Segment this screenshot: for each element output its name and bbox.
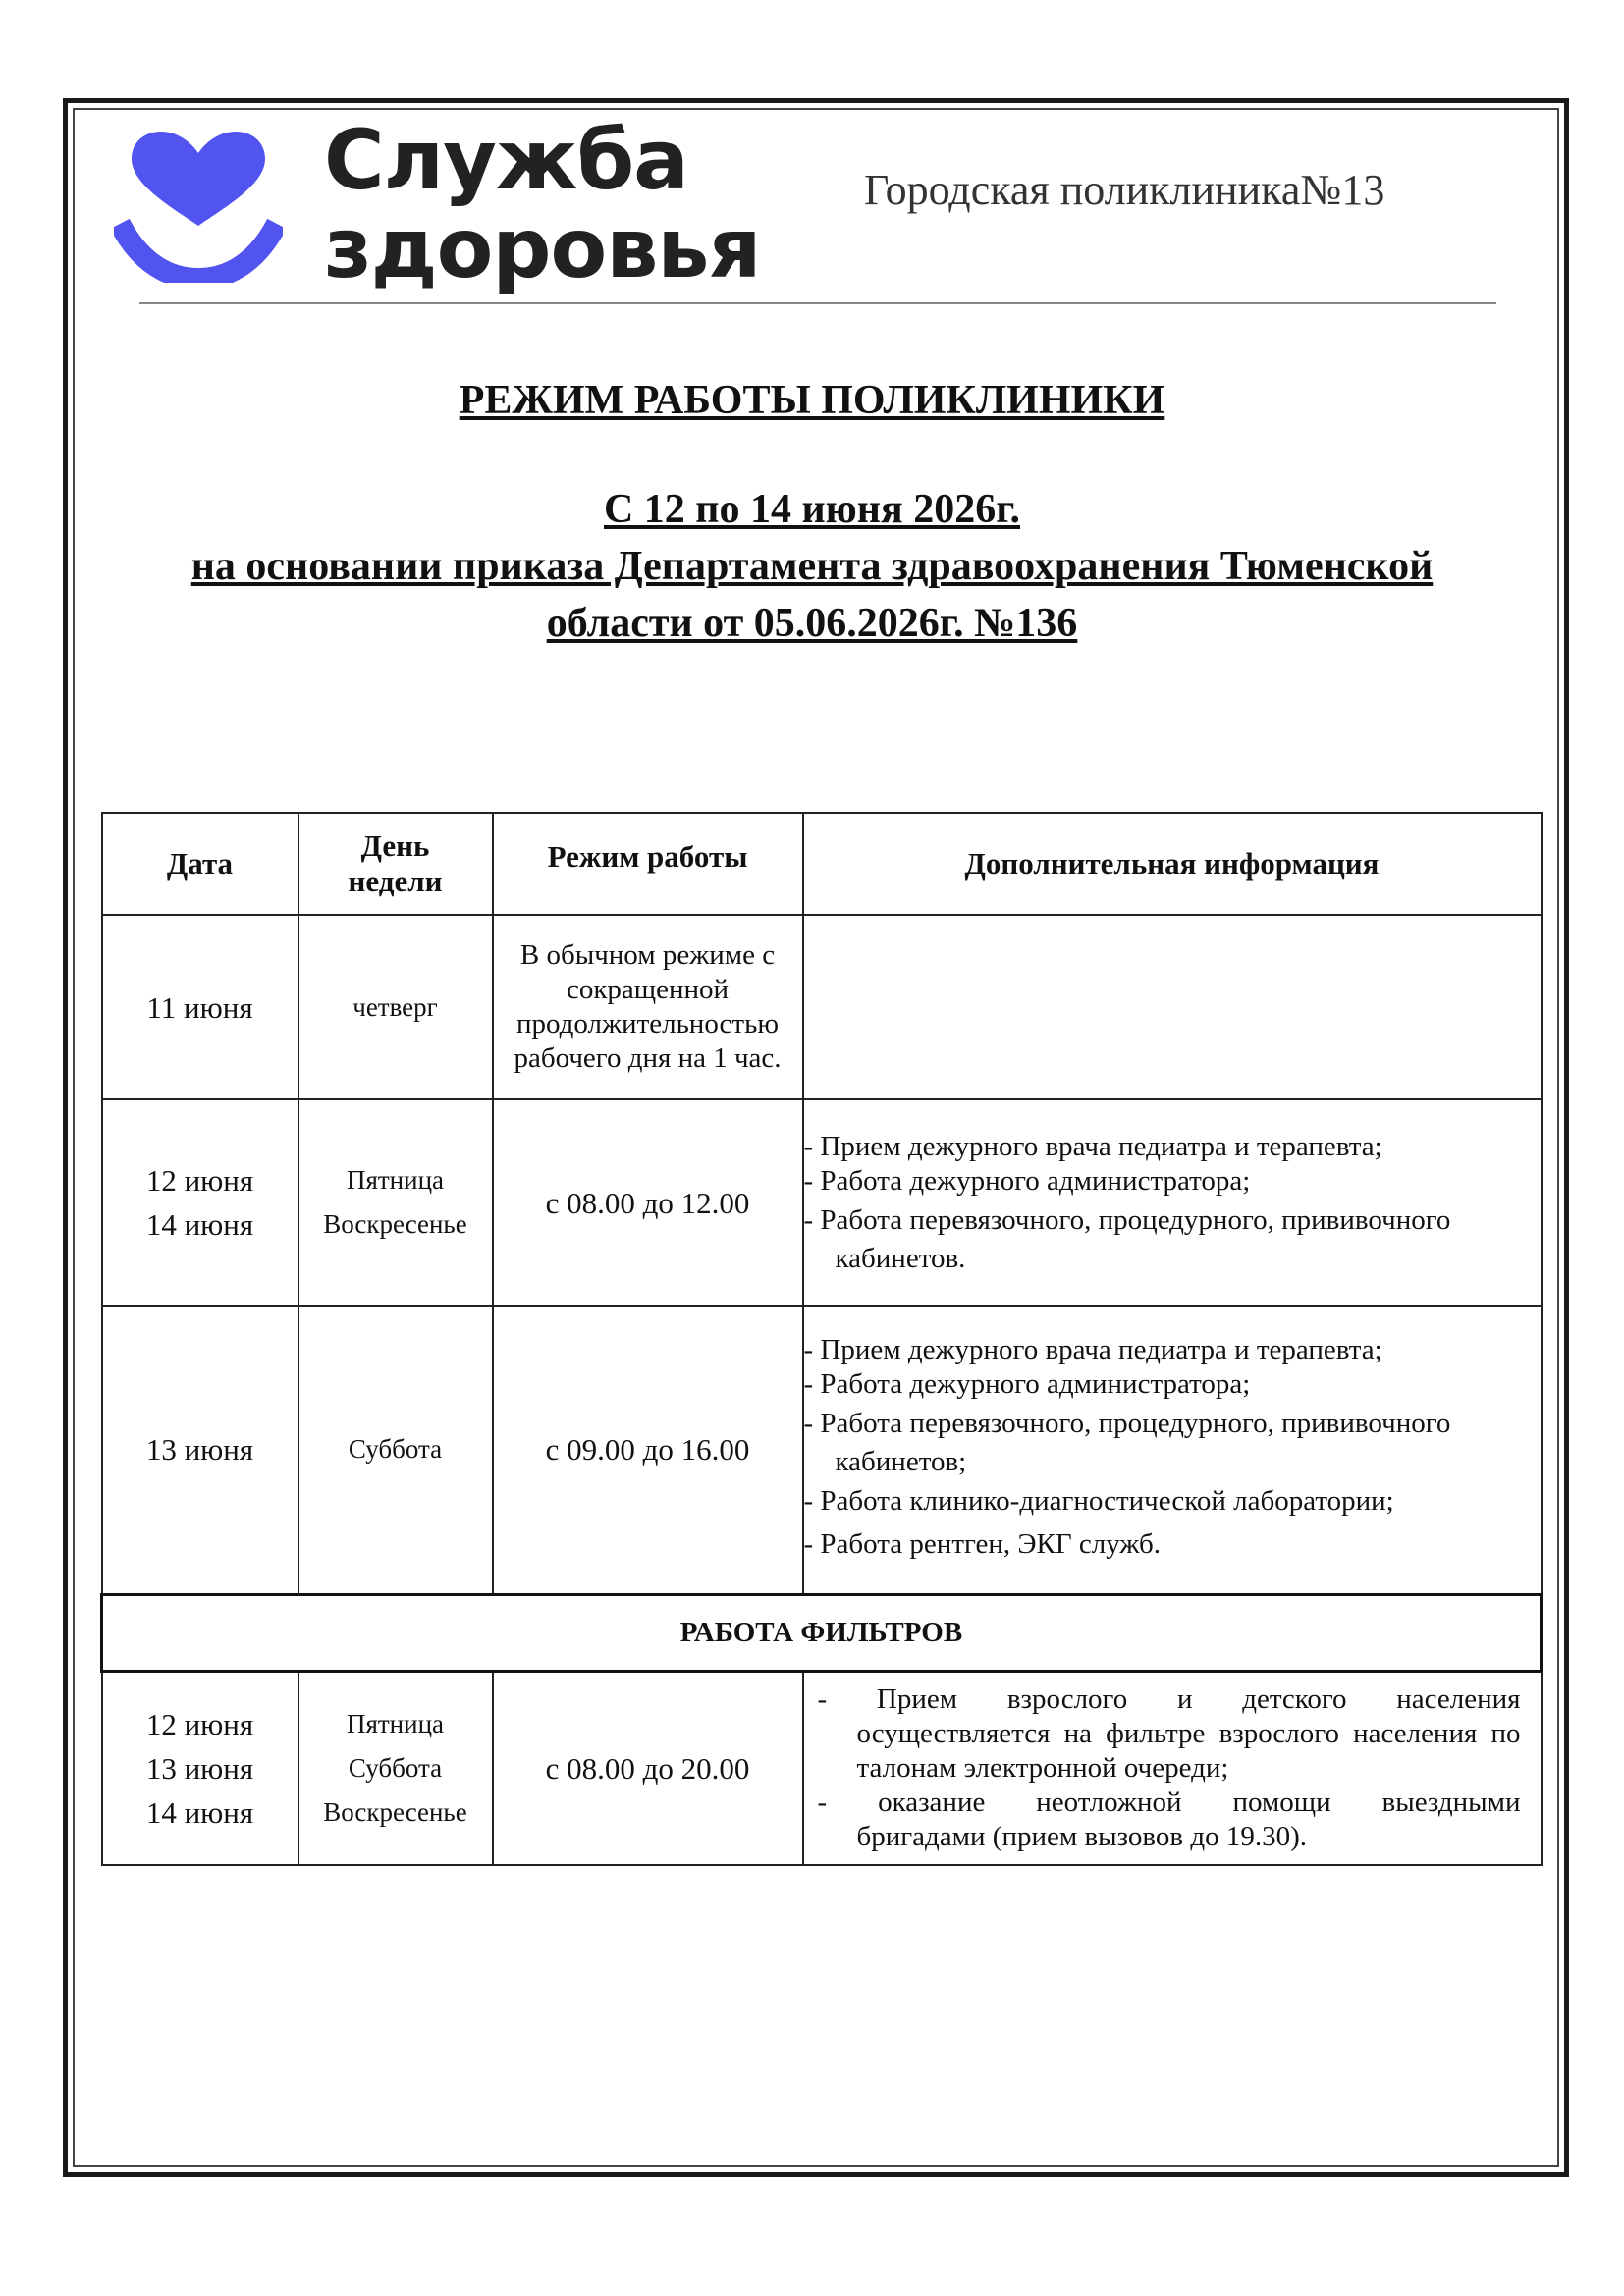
- info-line: кабинетов;: [835, 1446, 967, 1478]
- info-line: - оказание неотложной помощи выездными: [817, 1786, 1521, 1818]
- subtitle-line-2: на основании приказа Департамента здравоохранения Тюменской: [190, 544, 1434, 589]
- header-day-line-2: недели: [348, 864, 443, 898]
- day-value: Суббота: [348, 1434, 443, 1465]
- day-value: Воскресенье: [323, 1796, 467, 1827]
- day-value: Пятница: [346, 1165, 445, 1195]
- date-value: 13 июня: [145, 1750, 254, 1786]
- info-line: - Работа рентген, ЭКГ служб.: [803, 1528, 1162, 1561]
- mode-cell: с 08.00 до 12.00: [493, 1099, 803, 1306]
- day-cell: [298, 1306, 493, 1594]
- info-line: - Работа перевязочного, процедурного, прививочного: [803, 1408, 1451, 1440]
- info-line: - Работа дежурного администратора;: [803, 1164, 1251, 1197]
- date-value: 12 июня: [145, 1706, 254, 1741]
- day-value: Воскресенье: [323, 1209, 467, 1239]
- mode-cell: с 08.00 до 20.00: [493, 1671, 803, 1865]
- info-line: - Прием взрослого и детского населения: [817, 1682, 1521, 1715]
- info-line: - Работа дежурного администратора;: [803, 1368, 1251, 1401]
- date-cell: [102, 915, 298, 1099]
- info-line: талонам электронной очереди;: [856, 1751, 1229, 1784]
- info-cell: [803, 1671, 1542, 1865]
- table-row: [102, 915, 1542, 1099]
- info-line: - Работа клинико-диагностической лаборатории;: [803, 1485, 1394, 1518]
- table-row: [102, 1306, 1542, 1594]
- header-day-line-1: День: [360, 828, 430, 863]
- header-day: [298, 813, 493, 915]
- brand-line-2: здоровья: [324, 200, 761, 296]
- day-cell: [298, 915, 493, 1099]
- filters-heading-row: [102, 1594, 1542, 1671]
- header-divider: [139, 302, 1496, 304]
- mode-cell: с 09.00 до 16.00: [493, 1306, 803, 1594]
- date-cell: [102, 1306, 298, 1594]
- page-title: РЕЖИМ РАБОТЫ ПОЛИКЛИНИКИ: [459, 378, 1165, 423]
- table-row: [102, 1671, 1542, 1865]
- schedule-table: [100, 812, 1543, 1866]
- day-cell: [298, 1099, 493, 1306]
- subtitle-line-1: С 12 по 14 июня 2026г.: [603, 487, 1021, 532]
- header-mode: Режим работы: [493, 813, 803, 915]
- date-value: 14 июня: [145, 1794, 254, 1830]
- day-cell: [298, 1671, 493, 1865]
- info-cell: [803, 915, 1542, 1099]
- date-cell: [102, 1671, 298, 1865]
- info-cell: [803, 1306, 1542, 1594]
- day-value: Пятница: [346, 1708, 445, 1738]
- day-value: четверг: [352, 991, 438, 1022]
- header-date: Дата: [102, 813, 298, 915]
- date-value: 14 июня: [145, 1207, 254, 1242]
- table-header-row: [102, 813, 1542, 915]
- info-cell: [803, 1099, 1542, 1306]
- clinic-name: Городская поликлиника№13: [864, 166, 1385, 214]
- filters-heading: РАБОТА ФИЛЬТРОВ: [102, 1594, 1542, 1671]
- heart-smile-logo-icon: [114, 126, 283, 283]
- table-row: [102, 1099, 1542, 1306]
- info-line: осуществляется на фильтре взрослого населения по: [856, 1717, 1521, 1749]
- mode-line: В обычном режиме с: [519, 939, 776, 971]
- info-line: бригадами (прием вызовов до 19.30).: [856, 1820, 1308, 1852]
- mode-line: рабочего дня на 1 час.: [514, 1042, 782, 1074]
- mode-cell: [493, 915, 803, 1099]
- info-line: - Прием дежурного врача педиатра и терапевта;: [803, 1130, 1382, 1162]
- info-line: - Прием дежурного врача педиатра и терапевта;: [803, 1334, 1382, 1366]
- mode-line: сокращенной: [566, 974, 730, 1005]
- date-value: 11 июня: [146, 989, 253, 1025]
- subtitle-line-3: области от 05.06.2026г. №136: [546, 601, 1078, 646]
- day-value: Суббота: [348, 1752, 443, 1783]
- header-info: Дополнительная информация: [803, 813, 1542, 915]
- page-subtitle: [147, 481, 1477, 652]
- date-value: 13 июня: [145, 1432, 254, 1468]
- brand-line-1: Служба: [324, 112, 688, 208]
- info-line: кабинетов.: [835, 1242, 966, 1274]
- info-line: - Работа перевязочного, процедурного, прививочного: [803, 1203, 1451, 1236]
- brand-name: [324, 112, 761, 296]
- mode-line: продолжительностью: [515, 1008, 779, 1040]
- date-cell: [102, 1099, 298, 1306]
- date-value: 12 июня: [145, 1163, 254, 1198]
